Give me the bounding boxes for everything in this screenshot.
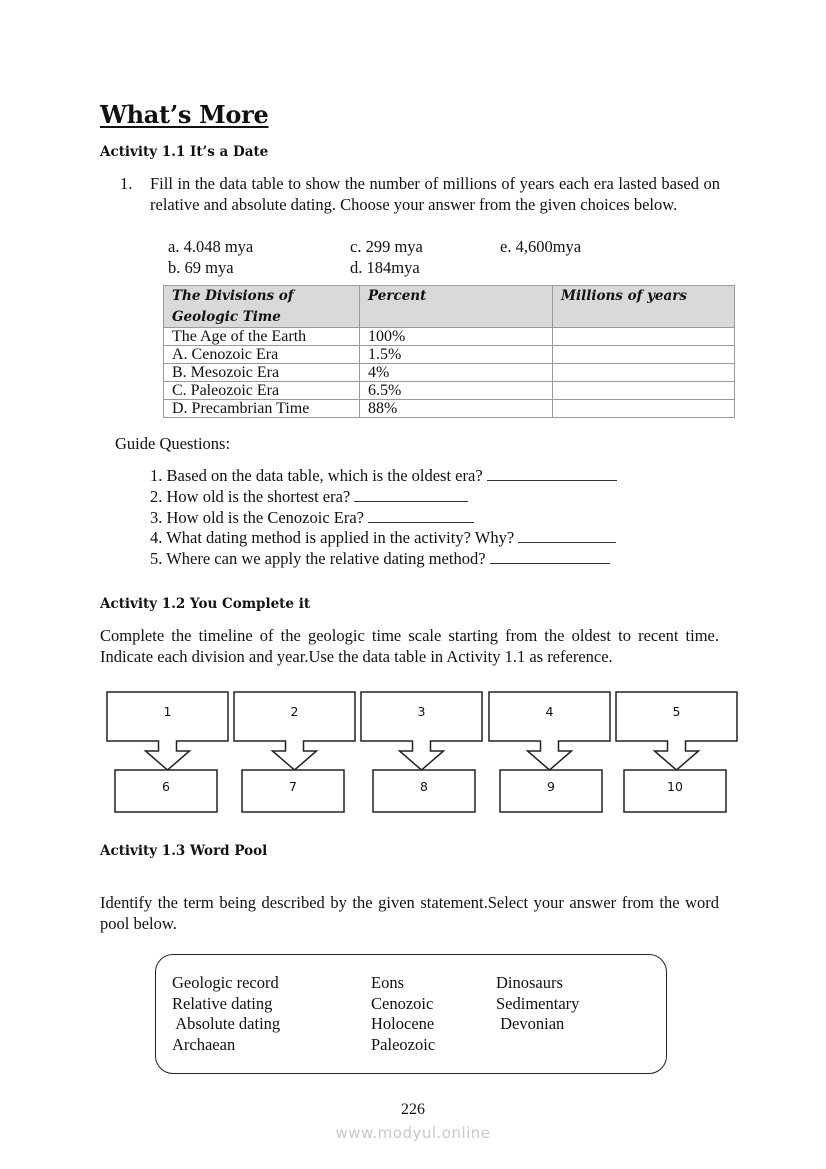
word-pool-item: Absolute dating — [172, 1014, 281, 1033]
activity-1-2-instruction: Complete the timeline of the geologic time scale starting from the oldest to recent time. Indicate each division and year.Use the data table in Activity 1.1 as reference. — [100, 626, 719, 666]
word-pool-item: Devonian — [496, 1014, 565, 1033]
question-text: 5. Where can we apply the relative dating method? — [150, 549, 486, 568]
word-pool-item: Sedimentary — [496, 994, 580, 1013]
header-divisions: The Divisions of Geologic Time — [164, 286, 360, 328]
choice-e: e. 4,600mya — [500, 237, 582, 256]
choice-c: c. 299 mya — [350, 237, 423, 256]
question-text: 2. How old is the shortest era? — [150, 487, 351, 506]
cell-percent: 6.5% — [360, 382, 553, 400]
page-title: What’s More — [100, 100, 269, 129]
timeline-callout-label: 5 — [672, 704, 681, 719]
word-pool-item: Paleozoic — [371, 1035, 436, 1054]
question-text: 3. How old is the Cenozoic Era? — [150, 508, 364, 527]
question-text: 4. What dating method is applied in the activity? Why? — [150, 528, 515, 547]
question-text: 1. Based on the data table, which is the oldest era? — [150, 466, 483, 485]
word-pool-item: Archaean — [172, 1035, 236, 1054]
word-pool-item: Geologic record — [172, 973, 279, 992]
choice-a: a. 4.048 mya — [168, 237, 254, 256]
cell-division: D. Precambrian Time — [164, 400, 360, 418]
item-number: 1. — [120, 174, 133, 193]
header-millions: Millions of years — [553, 286, 735, 328]
timeline-year-label: 10 — [667, 779, 683, 794]
cell-division: A. Cenozoic Era — [164, 346, 360, 364]
page-number: 226 — [401, 1101, 425, 1118]
timeline-year-label: 6 — [162, 779, 170, 794]
cell-percent: 100% — [360, 328, 553, 346]
timeline-callout-label: 4 — [545, 704, 554, 719]
instruction-text: Fill in the data table to show the number of millions of years each era lasted based on relative and absolute dating. Choose your answer from the given choices below. — [150, 174, 720, 214]
guide-questions-label: Guide Questions: — [115, 434, 231, 453]
timeline-callout-label: 3 — [417, 704, 426, 719]
cell-percent: 4% — [360, 364, 553, 382]
timeline-callout-label: 2 — [290, 704, 299, 719]
word-pool-item: Holocene — [371, 1014, 435, 1033]
watermark: www.modyul.online — [335, 1124, 491, 1142]
cell-division: B. Mesozoic Era — [164, 364, 360, 382]
timeline-year-label: 8 — [420, 779, 428, 794]
header-percent: Percent — [360, 286, 553, 328]
cell-division: C. Paleozoic Era — [164, 382, 360, 400]
word-pool-item: Cenozoic — [371, 994, 434, 1013]
choice-d: d. 184mya — [350, 258, 420, 277]
activity-1-1-heading: Activity 1.1 It’s a Date — [100, 144, 269, 160]
activity-1-3-instruction: Identify the term being described by the given statement.Select your answer from the word pool below. — [100, 893, 719, 933]
activity-1-3-heading: Activity 1.3 Word Pool — [100, 843, 268, 859]
timeline-callout-label: 1 — [163, 704, 172, 719]
timeline-year-label: 9 — [547, 779, 555, 794]
word-pool-item: Dinosaurs — [496, 973, 563, 992]
choice-b: b. 69 mya — [168, 258, 234, 277]
word-pool-item: Relative dating — [172, 994, 273, 1013]
word-pool-item: Eons — [371, 973, 404, 992]
word-pool-box — [155, 954, 667, 1074]
cell-percent: 88% — [360, 400, 553, 418]
timeline-year-label: 7 — [289, 779, 297, 794]
activity-1-2-heading: Activity 1.2 You Complete it — [100, 596, 311, 612]
cell-division: The Age of the Earth — [164, 328, 360, 346]
cell-percent: 1.5% — [360, 346, 553, 364]
